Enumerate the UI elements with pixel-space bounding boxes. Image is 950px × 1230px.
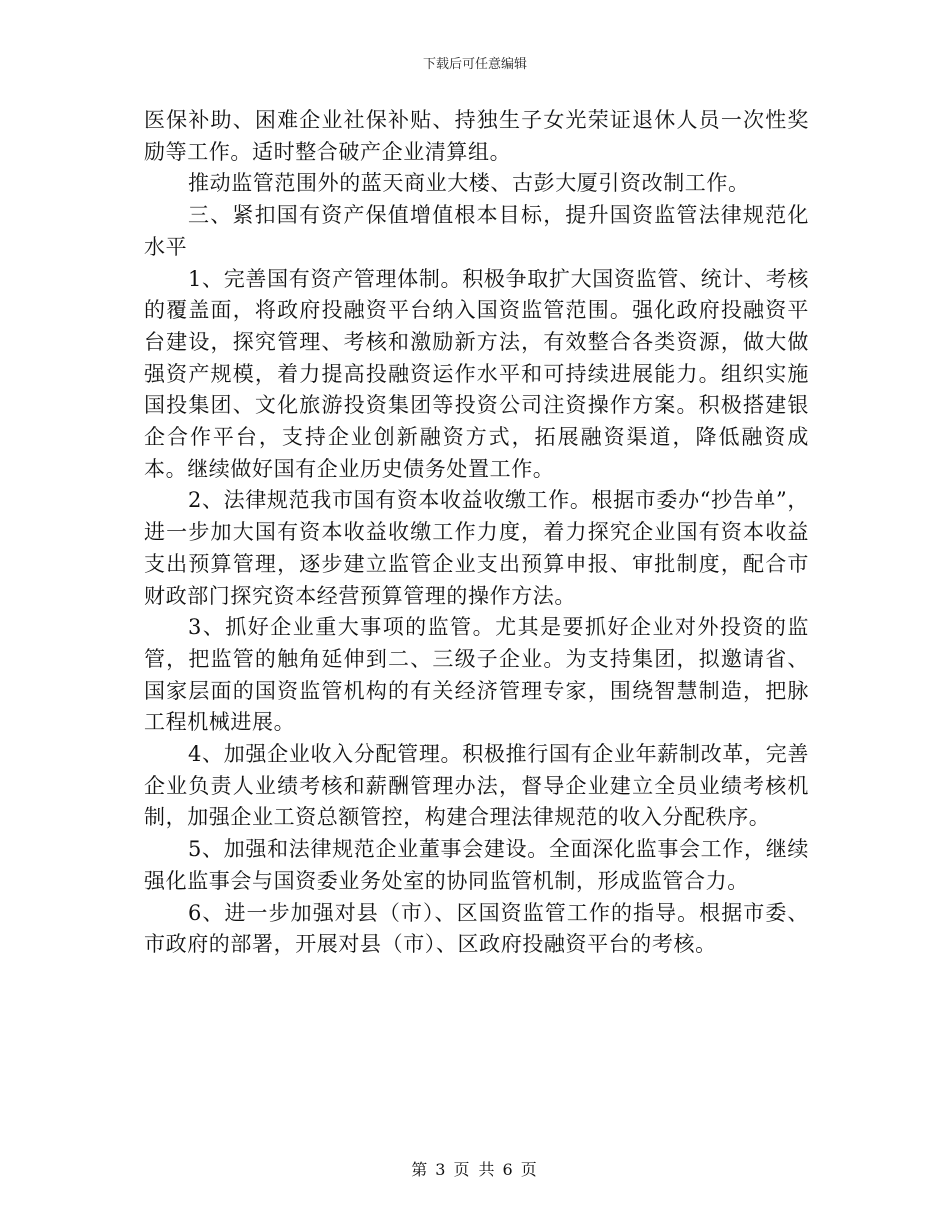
page-footer <box>0 1157 950 1180</box>
paragraph-continuation: 医保补助、困难企业社保补贴、持独生子女光荣证退休人员一次性奖励等工作。适时整合破产企业清算组。 <box>144 108 809 164</box>
section-heading: 三、紧扣国有资产保值增值根本目标，提升国资监管法律规范化水平 <box>144 203 809 259</box>
paragraph: 2、法律规范我市国有资本收益收缴工作。根据市委办“抄告单”，进一步加大国有资本收益收缴工作力度，着力探究企业国有资本收益支出预算管理，逐步建立监管企业支出预算申报、审批制度，配合市财政部门探究资本经营预算管理的操作方法。 <box>144 488 809 608</box>
paragraph: 1、完善国有资产管理体制。积极争取扩大国资监管、统计、考核的覆盖面，将政府投融资平台纳入国资监管范围。强化政府投融资平台建设，探究管理、考核和激励新方法，有效整合各类资源，做大做强资产规模，着力提高投融资运作水平和可持续进展能力。组织实施国投集团、文化旅游投资集团等投资公司注资操作方案。积极搭建银企合作平台，支持企业创新融资方式，拓展融资渠道，降低融资成本。继续做好国有企业历史债务处置工作。 <box>144 266 809 481</box>
current-page-number: 3 <box>435 1160 448 1179</box>
total-pages-number: 6 <box>502 1160 515 1179</box>
paragraph: 推动监管范围外的蓝天商业大楼、古彭大厦引资改制工作。 <box>188 171 750 196</box>
header-note: 下载后可任意编辑 <box>422 57 527 72</box>
paragraph: 6、进一步加强对县（市）、区国资监管工作的指导。根据市委、市政府的部署，开展对县（市）、区政府投融资平台的考核。 <box>144 900 809 957</box>
paragraph: 4、加强企业收入分配管理。积极推行国有企业年薪制改革，完善企业负责人业绩考核和薪酬管理办法，督导企业建立全员业绩考核机制，加强企业工资总额管控，构建合理法律规范的收入分配秩序。 <box>144 742 809 830</box>
paragraph: 3、抓好企业重大事项的监管。尤其是要抓好企业对外投资的监管，把监管的触角延伸到二、三级子企业。为支持集团，拟邀请省、国家层面的国资监管机构的有关经济管理专家，围绕智慧制造，把脉工程机械进展。 <box>144 615 809 735</box>
footer-middle: 页 共 <box>453 1160 497 1179</box>
body-text <box>144 105 809 961</box>
paragraph: 5、加强和法律规范企业董事会建设。全面深化监事会工作，继续强化监事会与国资委业务处室的协同监管机制，形成监管合力。 <box>144 837 809 893</box>
footer-suffix: 页 <box>520 1160 539 1179</box>
footer-prefix: 第 <box>411 1160 430 1179</box>
